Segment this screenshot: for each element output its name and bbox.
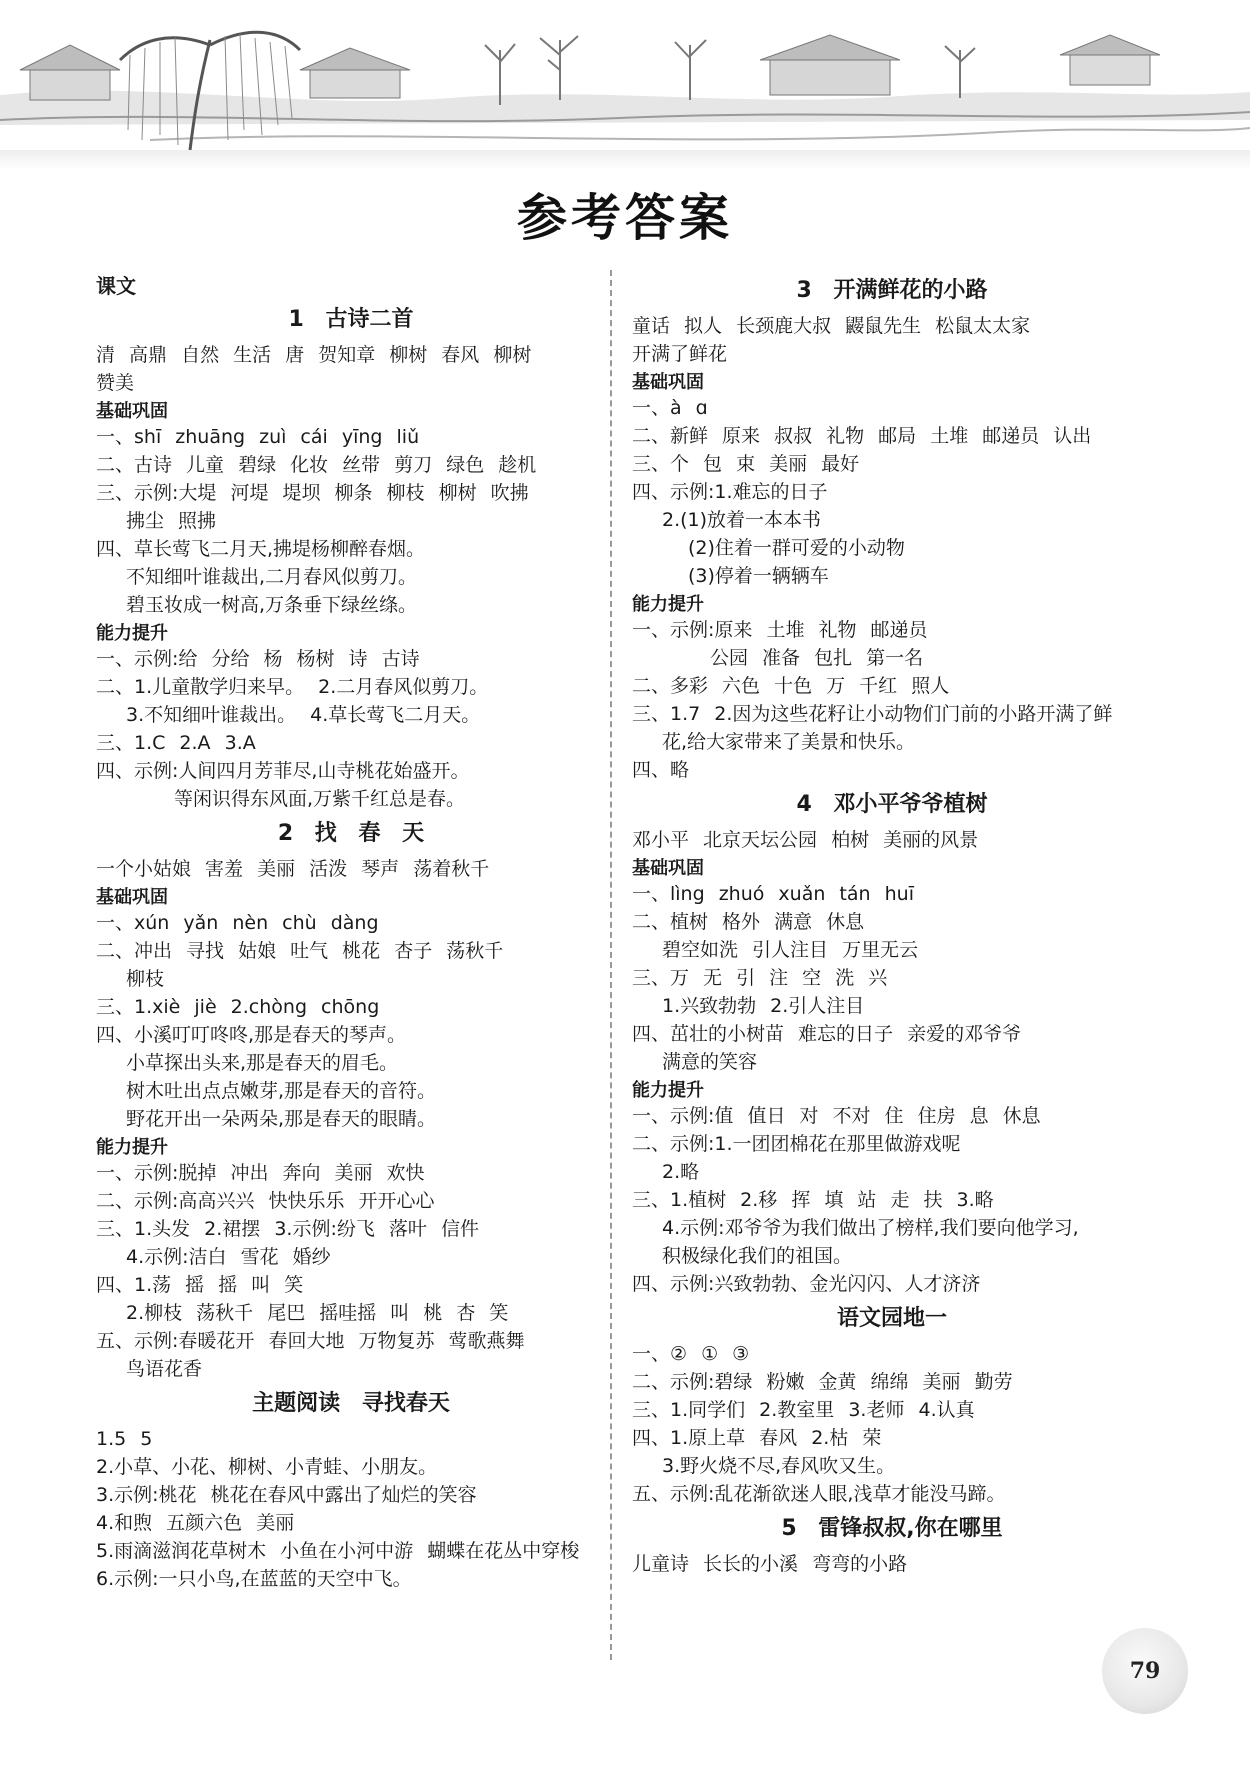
subsection-heading: 基础巩固 bbox=[96, 401, 168, 422]
answer-line: 鸟语花香 bbox=[126, 1358, 203, 1380]
answer-line: 赞美 bbox=[96, 372, 135, 394]
answer-line: 一、lìng zhuó xuǎn tán huī bbox=[632, 883, 914, 905]
answer-line: 3.示例:桃花 桃花在春风中露出了灿烂的笑容 bbox=[96, 1484, 477, 1506]
answer-line: 四、1.荡 摇 摇 叫 笑 bbox=[96, 1274, 304, 1296]
page-number: 79 bbox=[1102, 1628, 1188, 1714]
answer-line: 野花开出一朵两朵,那是春天的眼睛。 bbox=[126, 1108, 437, 1130]
answer-line: 二、冲出 寻找 姑娘 吐气 桃花 杏子 荡秋千 bbox=[96, 940, 504, 962]
column-divider bbox=[610, 270, 612, 1660]
answer-line: 1.兴致勃勃 2.引人注目 bbox=[662, 995, 865, 1017]
answer-line: 2.柳枝 荡秋千 尾巴 摇哇摇 叫 桃 杏 笑 bbox=[126, 1302, 509, 1324]
section-heading: 语文园地一 bbox=[836, 1306, 947, 1331]
subsection-heading: 基础巩固 bbox=[632, 372, 704, 393]
section-heading: 5 雷锋叔叔,你在哪里 bbox=[781, 1516, 1003, 1541]
left-column bbox=[96, 270, 606, 1593]
subsection-heading: 能力提升 bbox=[96, 1137, 168, 1158]
answer-line: 3.野火烧不尽,春风吹又生。 bbox=[662, 1455, 896, 1477]
answer-line: 邓小平 北京天坛公园 柏树 美丽的风景 bbox=[632, 829, 979, 851]
answer-line: 童话 拟人 长颈鹿大叔 鼹鼠先生 松鼠太太家 bbox=[632, 315, 1031, 337]
right-column bbox=[632, 270, 1152, 1578]
section-heading: 2 找 春 天 bbox=[277, 821, 425, 846]
answer-line: 4.示例:邓爷爷为我们做出了榜样,我们要向他学习, bbox=[662, 1217, 1079, 1239]
answer-line: (3)停着一辆辆车 bbox=[688, 565, 829, 587]
category-heading: 课文 bbox=[96, 274, 136, 298]
answer-line: 一、示例:给 分给 杨 杨树 诗 古诗 bbox=[96, 648, 420, 670]
page-title: 参考答案 bbox=[517, 188, 733, 247]
answer-line: 积极绿化我们的祖国。 bbox=[662, 1245, 853, 1267]
answer-line: 四、草长莺飞二月天,拂堤杨柳醉春烟。 bbox=[96, 538, 426, 560]
answer-line: 一、示例:值 值日 对 不对 住 住房 息 休息 bbox=[632, 1105, 1041, 1127]
answer-line: 树木吐出点点嫩芽,那是春天的音符。 bbox=[126, 1080, 437, 1102]
answer-line: 2.小草、小花、柳树、小青蛙、小朋友。 bbox=[96, 1456, 438, 1478]
answer-line: 1.5 5 bbox=[96, 1428, 153, 1450]
answer-line: 柳枝 bbox=[126, 968, 165, 990]
answer-line: 4.和煦 五颜六色 美丽 bbox=[96, 1512, 295, 1534]
answer-line: 碧空如洗 引人注目 万里无云 bbox=[662, 939, 919, 961]
answer-line: 二、植树 格外 满意 休息 bbox=[632, 911, 865, 933]
answer-line: 5.雨滴滋润花草树木 小鱼在小河中游 蝴蝶在花丛中穿梭 bbox=[96, 1540, 580, 1562]
answer-line: 2.略 bbox=[662, 1161, 700, 1183]
answer-line: 清 高鼎 自然 生活 唐 贺知章 柳树 春风 柳树 bbox=[96, 344, 532, 366]
answer-line: 3.不知细叶谁裁出。 4.草长莺飞二月天。 bbox=[126, 704, 481, 726]
answer-line: 四、示例:兴致勃勃、金光闪闪、人才济济 bbox=[632, 1273, 981, 1295]
section-heading: 主题阅读 寻找春天 bbox=[252, 1391, 450, 1416]
answer-line: 等闲识得东风面,万紫千红总是春。 bbox=[174, 788, 466, 810]
answer-line: (2)住着一群可爱的小动物 bbox=[688, 537, 905, 559]
answer-line: 6.示例:一只小鸟,在蓝蓝的天空中飞。 bbox=[96, 1568, 412, 1590]
answer-line: 四、示例:人间四月芳菲尽,山寺桃花始盛开。 bbox=[96, 760, 470, 782]
answer-line: 二、新鲜 原来 叔叔 礼物 邮局 土堆 邮递员 认出 bbox=[632, 425, 1092, 447]
answer-line: 四、示例:1.难忘的日子 bbox=[632, 481, 828, 503]
answer-line: 一、示例:原来 土堆 礼物 邮递员 bbox=[632, 619, 928, 641]
answer-line: 公园 准备 包扎 第一名 bbox=[710, 647, 924, 669]
answer-line: 不知细叶谁裁出,二月春风似剪刀。 bbox=[126, 566, 418, 588]
answer-line: 一个小姑娘 害羞 美丽 活泼 琴声 荡着秋千 bbox=[96, 858, 490, 880]
answer-line: 二、示例:1.一团团棉花在那里做游戏呢 bbox=[632, 1133, 961, 1155]
answer-line: 二、多彩 六色 十色 万 千红 照人 bbox=[632, 675, 950, 697]
answer-line: 一、à ɑ bbox=[632, 397, 708, 419]
answer-line: 一、shī zhuāng zuì cái yīng liǔ bbox=[96, 426, 420, 448]
answer-line: 一、xún yǎn nèn chù dàng bbox=[96, 912, 379, 934]
subsection-heading: 能力提升 bbox=[632, 1080, 704, 1101]
answer-line: 4.示例:洁白 雪花 婚纱 bbox=[126, 1246, 331, 1268]
answer-line: 开满了鲜花 bbox=[632, 343, 728, 365]
answer-line: 四、1.原上草 春风 2.枯 荣 bbox=[632, 1427, 882, 1449]
answer-line: 四、茁壮的小树苗 难忘的日子 亲爱的邓爷爷 bbox=[632, 1023, 1022, 1045]
subsection-heading: 基础巩固 bbox=[632, 858, 704, 879]
section-heading: 4 邓小平爷爷植树 bbox=[796, 792, 988, 817]
answer-line: 花,给大家带来了美景和快乐。 bbox=[662, 731, 916, 753]
answer-line: 碧玉妆成一树高,万条垂下绿丝绦。 bbox=[126, 594, 418, 616]
answer-line: 三、1.同学们 2.教室里 3.老师 4.认真 bbox=[632, 1399, 975, 1421]
landscape-banner-illustration bbox=[0, 0, 1250, 170]
subsection-heading: 基础巩固 bbox=[96, 887, 168, 908]
section-heading: 1 古诗二首 bbox=[288, 307, 414, 332]
answer-line: 三、1.xiè jiè 2.chòng chōng bbox=[96, 996, 380, 1018]
answer-line: 二、示例:高高兴兴 快快乐乐 开开心心 bbox=[96, 1190, 435, 1212]
answer-line: 三、1.头发 2.裙摆 3.示例:纷飞 落叶 信件 bbox=[96, 1218, 479, 1240]
answer-line: 拂尘 照拂 bbox=[126, 510, 217, 532]
answer-line: 三、1.7 2.因为这些花籽让小动物们门前的小路开满了鲜 bbox=[632, 703, 1113, 725]
answer-line: 三、示例:大堤 河堤 堤坝 柳条 柳枝 柳树 吹拂 bbox=[96, 482, 529, 504]
answer-line: 三、个 包 束 美丽 最好 bbox=[632, 453, 860, 475]
subsection-heading: 能力提升 bbox=[632, 594, 704, 615]
answer-line: 2.(1)放着一本本书 bbox=[662, 509, 822, 531]
answer-line: 满意的笑容 bbox=[662, 1051, 758, 1073]
answer-line: 五、示例:春暖花开 春回大地 万物复苏 莺歌燕舞 bbox=[96, 1330, 525, 1352]
answer-line: 二、古诗 儿童 碧绿 化妆 丝带 剪刀 绿色 趁机 bbox=[96, 454, 537, 476]
answer-line: 一、② ① ③ bbox=[632, 1343, 750, 1365]
answer-line: 四、略 bbox=[632, 759, 690, 781]
answer-line: 小草探出头来,那是春天的眉毛。 bbox=[126, 1052, 399, 1074]
answer-line: 儿童诗 长长的小溪 弯弯的小路 bbox=[632, 1553, 908, 1575]
section-heading: 3 开满鲜花的小路 bbox=[796, 278, 988, 303]
answer-line: 二、示例:碧绿 粉嫩 金黄 绵绵 美丽 勤劳 bbox=[632, 1371, 1013, 1393]
answer-line: 三、1.C 2.A 3.A bbox=[96, 732, 256, 754]
answer-line: 一、示例:脱掉 冲出 奔向 美丽 欢快 bbox=[96, 1162, 425, 1184]
answer-line: 五、示例:乱花渐欲迷人眼,浅草才能没马蹄。 bbox=[632, 1483, 1006, 1505]
answer-line: 二、1.儿童散学归来早。 2.二月春风似剪刀。 bbox=[96, 676, 489, 698]
subsection-heading: 能力提升 bbox=[96, 623, 168, 644]
answer-line: 四、小溪叮叮咚咚,那是春天的琴声。 bbox=[96, 1024, 407, 1046]
answer-line: 三、1.植树 2.移 挥 填 站 走 扶 3.略 bbox=[632, 1189, 994, 1211]
answer-line: 三、万 无 引 注 空 洗 兴 bbox=[632, 967, 888, 989]
